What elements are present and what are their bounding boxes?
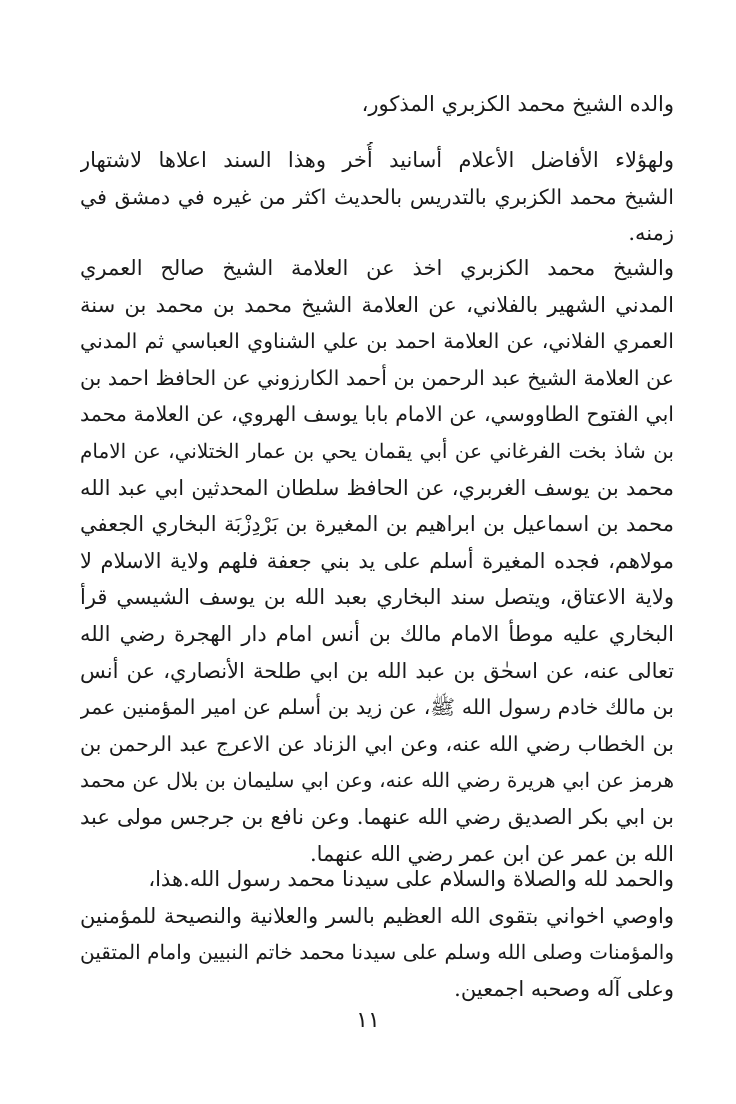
text-line: محمد بن اسماعيل بن ابراهيم بن المغيرة بن بَرْدِزْبَة البخاري الجعفي — [80, 512, 674, 537]
text-line: محمد بن يوسف الغربري، عن الحافظ سلطان المحدثين ابي عبد الله — [80, 475, 674, 500]
text-line: مولاهم، فجده المغيرة أسلم على يد بني جعفة فلهم ولاية الاسلام لا — [80, 548, 674, 573]
paragraph-1 — [80, 86, 674, 123]
text-line: والحمد لله والصلاة والسلام على سيدنا محمد رسول الله.هذا، — [148, 867, 674, 891]
text-line: بن الخطاب رضي الله عنه، وعن ابي الزناد عن الاعرج عبد الرحمن بن — [80, 731, 674, 756]
text-line: ولهؤلاء الأفاضل الأعلام أسانيد أُخر وهذا السند اعلاها لاشتهار — [80, 148, 674, 172]
text-line: المدني الشهير بالفلاني، عن العلامة الشيخ محمد بن محمد بن سنة — [80, 292, 674, 317]
text-line: ابي الفتوح الطاووسي، عن الامام بابا يوسف الهروي، عن العلامة محمد — [80, 402, 674, 427]
text-line: بن مالك خادم رسول الله ﷺ، عن زيد بن أسلم عن امير المؤمنين عمر — [80, 695, 674, 720]
page-number: ١١ — [356, 1008, 380, 1033]
paragraph-4 — [80, 861, 674, 1007]
text-line: والشيخ محمد الكزبري اخذ عن العلامة الشيخ صالح العمري — [80, 256, 674, 280]
text-line: عن العلامة الشيخ عبد الرحمن بن أحمد الكارزوني عن الحافظ احمد بن — [80, 365, 674, 390]
text-line: زمنه. — [628, 221, 674, 246]
text-line: العمري الفلاني، عن العلامة احمد بن علي الشناوي العباسي ثم المدني — [80, 329, 674, 354]
text-line: بن ابي بكر الصديق رضي الله عنهما. وعن نافع بن جرجس مولى عبد — [80, 804, 674, 829]
text-line: والده الشيخ محمد الكزبري المذكور، — [361, 92, 674, 116]
paragraph-3 — [80, 250, 674, 872]
text-line: هرمز عن ابي هريرة رضي الله عنه، وعن ابي سليمان بن بلال عن محمد — [80, 768, 674, 793]
text-line: وعلى آله وصحبه اجمعين. — [454, 976, 674, 1001]
paragraph-2 — [80, 142, 674, 252]
text-line: الشيخ محمد الكزبري بالتدريس بالحديث اكثر من غيره في دمشق في — [80, 184, 674, 209]
text-line: تعالى عنه، عن اسحٰق بن عبد الله بن ابي طلحة الأنصاري، عن أنس — [80, 658, 674, 683]
text-line: واوصي اخواني بتقوى الله العظيم بالسر والعلانية والنصيحة للمؤمنين — [80, 903, 674, 928]
text-line: بن شاذ بخت الفرغاني عن أبي يقمان يحي بن عمار الختلاني، عن الامام — [80, 438, 674, 463]
text-line: ولاية الاعتاق، ويتصل سند البخاري بعبد الله بن يوسف الشيسي قرأ — [80, 585, 674, 610]
text-line: الله بن عمر عن ابن عمر رضي الله عنهما. — [309, 841, 674, 866]
text-line: والمؤمنات وصلى الله وسلم على سيدنا محمد خاتم النبيين وامام المتقين — [80, 940, 674, 965]
text-line: البخاري عليه موطأ الامام مالك بن أنس امام دار الهجرة رضي الله — [80, 621, 674, 646]
